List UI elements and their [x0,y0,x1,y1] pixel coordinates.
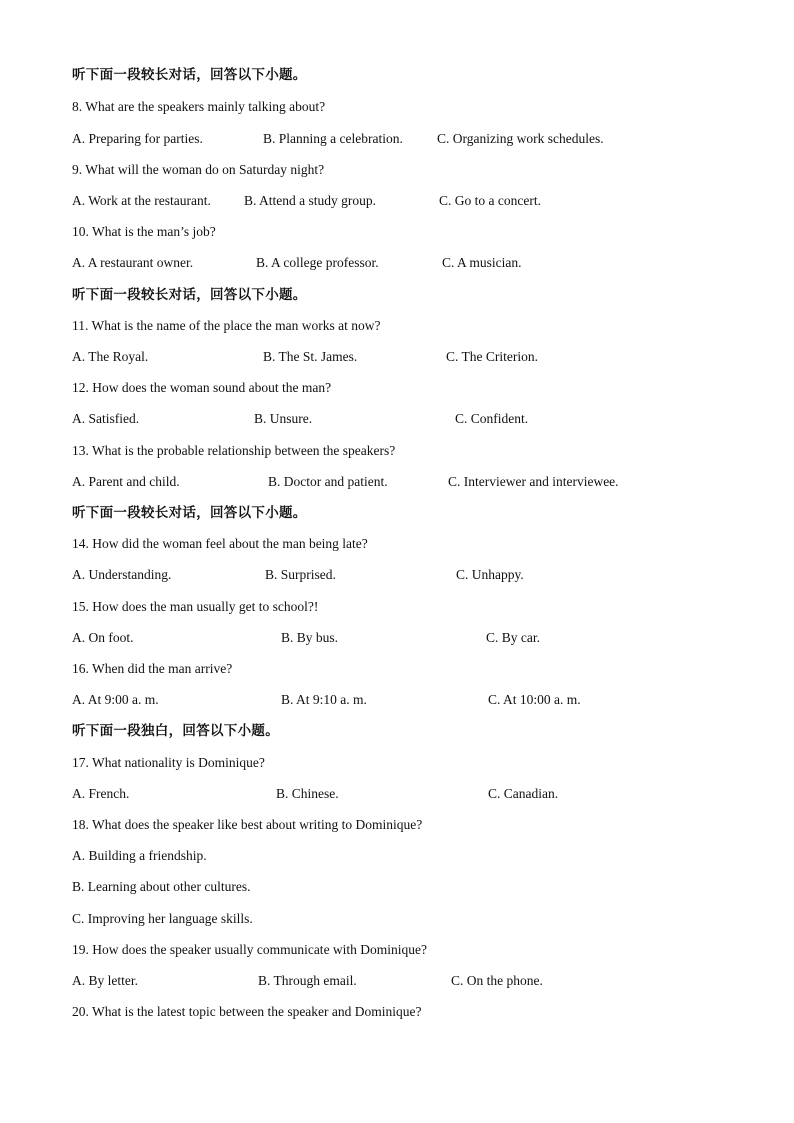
question-19-option-b: B. Through email. [258,973,357,988]
question-19-option-c: C. On the phone. [451,973,543,988]
question-13-stem: 13. What is the probable relationship between the speakers? [72,443,396,458]
question-12-option-b: B. Unsure. [254,411,313,426]
section-heading-monologue: 听下面一段独白，回答以下小题。 [72,723,279,739]
question-18-option-b: B. Learning about other cultures. [72,879,251,894]
question-14-option-b: B. Surprised. [265,567,336,582]
question-15-option-c: C. By car. [486,630,540,645]
question-14-stem: 14. How did the woman feel about the man being late? [72,536,368,551]
question-9-option-b: B. Attend a study group. [244,193,376,208]
question-17-option-a: A. French. [72,786,130,801]
question-10-option-b: B. A college professor. [256,255,379,270]
question-12-option-a: A. Satisfied. [72,411,140,426]
question-10-option-a: A. A restaurant owner. [72,255,194,270]
question-8-option-b: B. Planning a celebration. [263,131,403,146]
question-15-stem: 15. How does the man usually get to school?! [72,599,319,614]
question-17-option-c: C. Canadian. [488,786,559,801]
question-18-option-a: A. Building a friendship. [72,848,207,863]
question-9-option-a: A. Work at the restaurant. [72,193,211,208]
question-16-option-b: B. At 9:10 a. m. [281,692,367,707]
question-18-stem: 18. What does the speaker like best about writing to Dominique? [72,817,423,832]
question-11-option-c: C. The Criterion. [446,349,538,364]
question-13-option-c: C. Interviewer and interviewee. [448,474,619,489]
question-13-option-a: A. Parent and child. [72,474,180,489]
question-16-option-a: A. At 9:00 a. m. [72,692,159,707]
question-8-option-c: C. Organizing work schedules. [437,131,604,146]
question-13-option-b: B. Doctor and patient. [268,474,388,489]
question-20-stem: 20. What is the latest topic between the speaker and Dominique? [72,1004,422,1019]
question-15-option-b: B. By bus. [281,630,339,645]
section-heading-dialogue-3: 听下面一段较长对话，回答以下小题。 [72,505,307,521]
section-heading-dialogue-2: 听下面一段较长对话，回答以下小题。 [72,287,307,303]
question-10-stem: 10. What is the man’s job? [72,224,216,239]
question-12-stem: 12. How does the woman sound about the man? [72,380,332,395]
question-11-option-a: A. The Royal. [72,349,149,364]
question-18-option-c: C. Improving her language skills. [72,911,253,926]
question-8-stem: 8. What are the speakers mainly talking about? [72,99,326,114]
question-9-stem: 9. What will the woman do on Saturday night? [72,162,325,177]
question-15-option-a: A. On foot. [72,630,134,645]
question-19-option-a: A. By letter. [72,973,138,988]
question-12-option-c: C. Confident. [455,411,529,426]
question-11-stem: 11. What is the name of the place the man works at now? [72,318,381,333]
question-17-option-b: B. Chinese. [276,786,339,801]
question-11-option-b: B. The St. James. [263,349,358,364]
question-14-option-a: A. Understanding. [72,567,172,582]
question-14-option-c: C. Unhappy. [456,567,524,582]
question-19-stem: 19. How does the speaker usually communicate with Dominique? [72,942,428,957]
question-8-option-a: A. Preparing for parties. [72,131,203,146]
question-16-stem: 16. When did the man arrive? [72,661,233,676]
question-10-option-c: C. A musician. [442,255,522,270]
section-heading-dialogue-1: 听下面一段较长对话，回答以下小题。 [72,67,307,83]
question-9-option-c: C. Go to a concert. [439,193,541,208]
question-16-option-c: C. At 10:00 a. m. [488,692,581,707]
question-17-stem: 17. What nationality is Dominique? [72,755,265,770]
